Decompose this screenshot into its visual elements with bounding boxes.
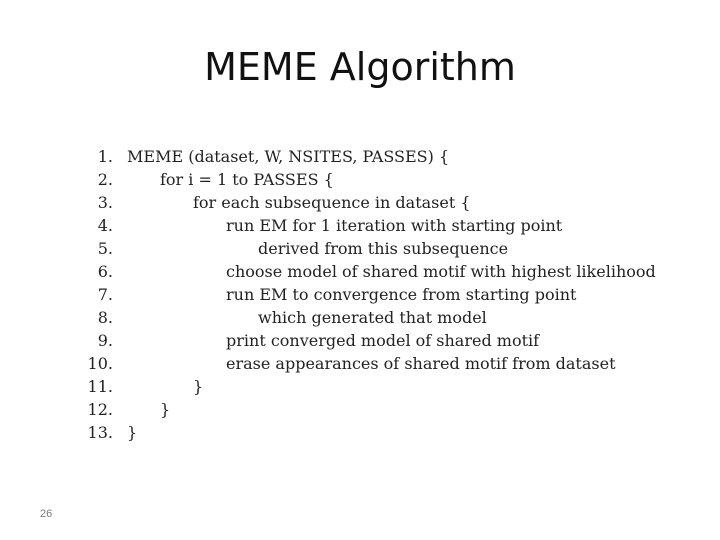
algorithm-line: [80, 214, 680, 237]
algorithm-line: [80, 421, 680, 444]
page-number: 26: [40, 508, 53, 520]
algorithm-line: [80, 237, 680, 260]
line-number: 5.: [97, 239, 113, 258]
line-text: run EM for 1 iteration with starting point: [226, 216, 563, 235]
line-text: }: [160, 400, 171, 419]
algorithm-listing: [80, 145, 680, 444]
algorithm-line: [80, 352, 680, 375]
line-text: MEME (dataset, W, NSITES, PASSES) {: [127, 147, 450, 166]
line-number: 6.: [97, 262, 113, 281]
slide-title: MEME Algorithm: [204, 45, 516, 89]
line-text: }: [127, 423, 138, 442]
line-text: derived from this subsequence: [258, 239, 509, 258]
algorithm-line: [80, 398, 680, 421]
line-text: for each subsequence in dataset {: [193, 193, 471, 212]
line-number: 11.: [87, 377, 113, 396]
algorithm-line: [80, 145, 680, 168]
line-number: 9.: [97, 331, 113, 350]
line-number: 4.: [97, 216, 113, 235]
algorithm-line: [80, 191, 680, 214]
line-number: 8.: [97, 308, 113, 327]
line-number: 7.: [97, 285, 113, 304]
algorithm-line: [80, 168, 680, 191]
line-text: erase appearances of shared motif from dataset: [226, 354, 616, 373]
line-text: run EM to convergence from starting point: [226, 285, 577, 304]
line-number: 3.: [97, 193, 113, 212]
line-number: 10.: [87, 354, 113, 373]
line-number: 13.: [87, 423, 113, 442]
line-number: 12.: [87, 400, 113, 419]
line-text: }: [193, 377, 204, 396]
algorithm-line: [80, 260, 680, 283]
line-number: 2.: [97, 170, 113, 189]
line-text: print converged model of shared motif: [226, 331, 540, 350]
line-number: 1.: [97, 147, 113, 166]
algorithm-line: [80, 283, 680, 306]
algorithm-line: [80, 375, 680, 398]
line-text: which generated that model: [258, 308, 487, 327]
line-text: for i = 1 to PASSES {: [160, 170, 334, 189]
algorithm-line: [80, 329, 680, 352]
algorithm-line: [80, 306, 680, 329]
line-text: choose model of shared motif with highest likelihood: [226, 262, 656, 281]
